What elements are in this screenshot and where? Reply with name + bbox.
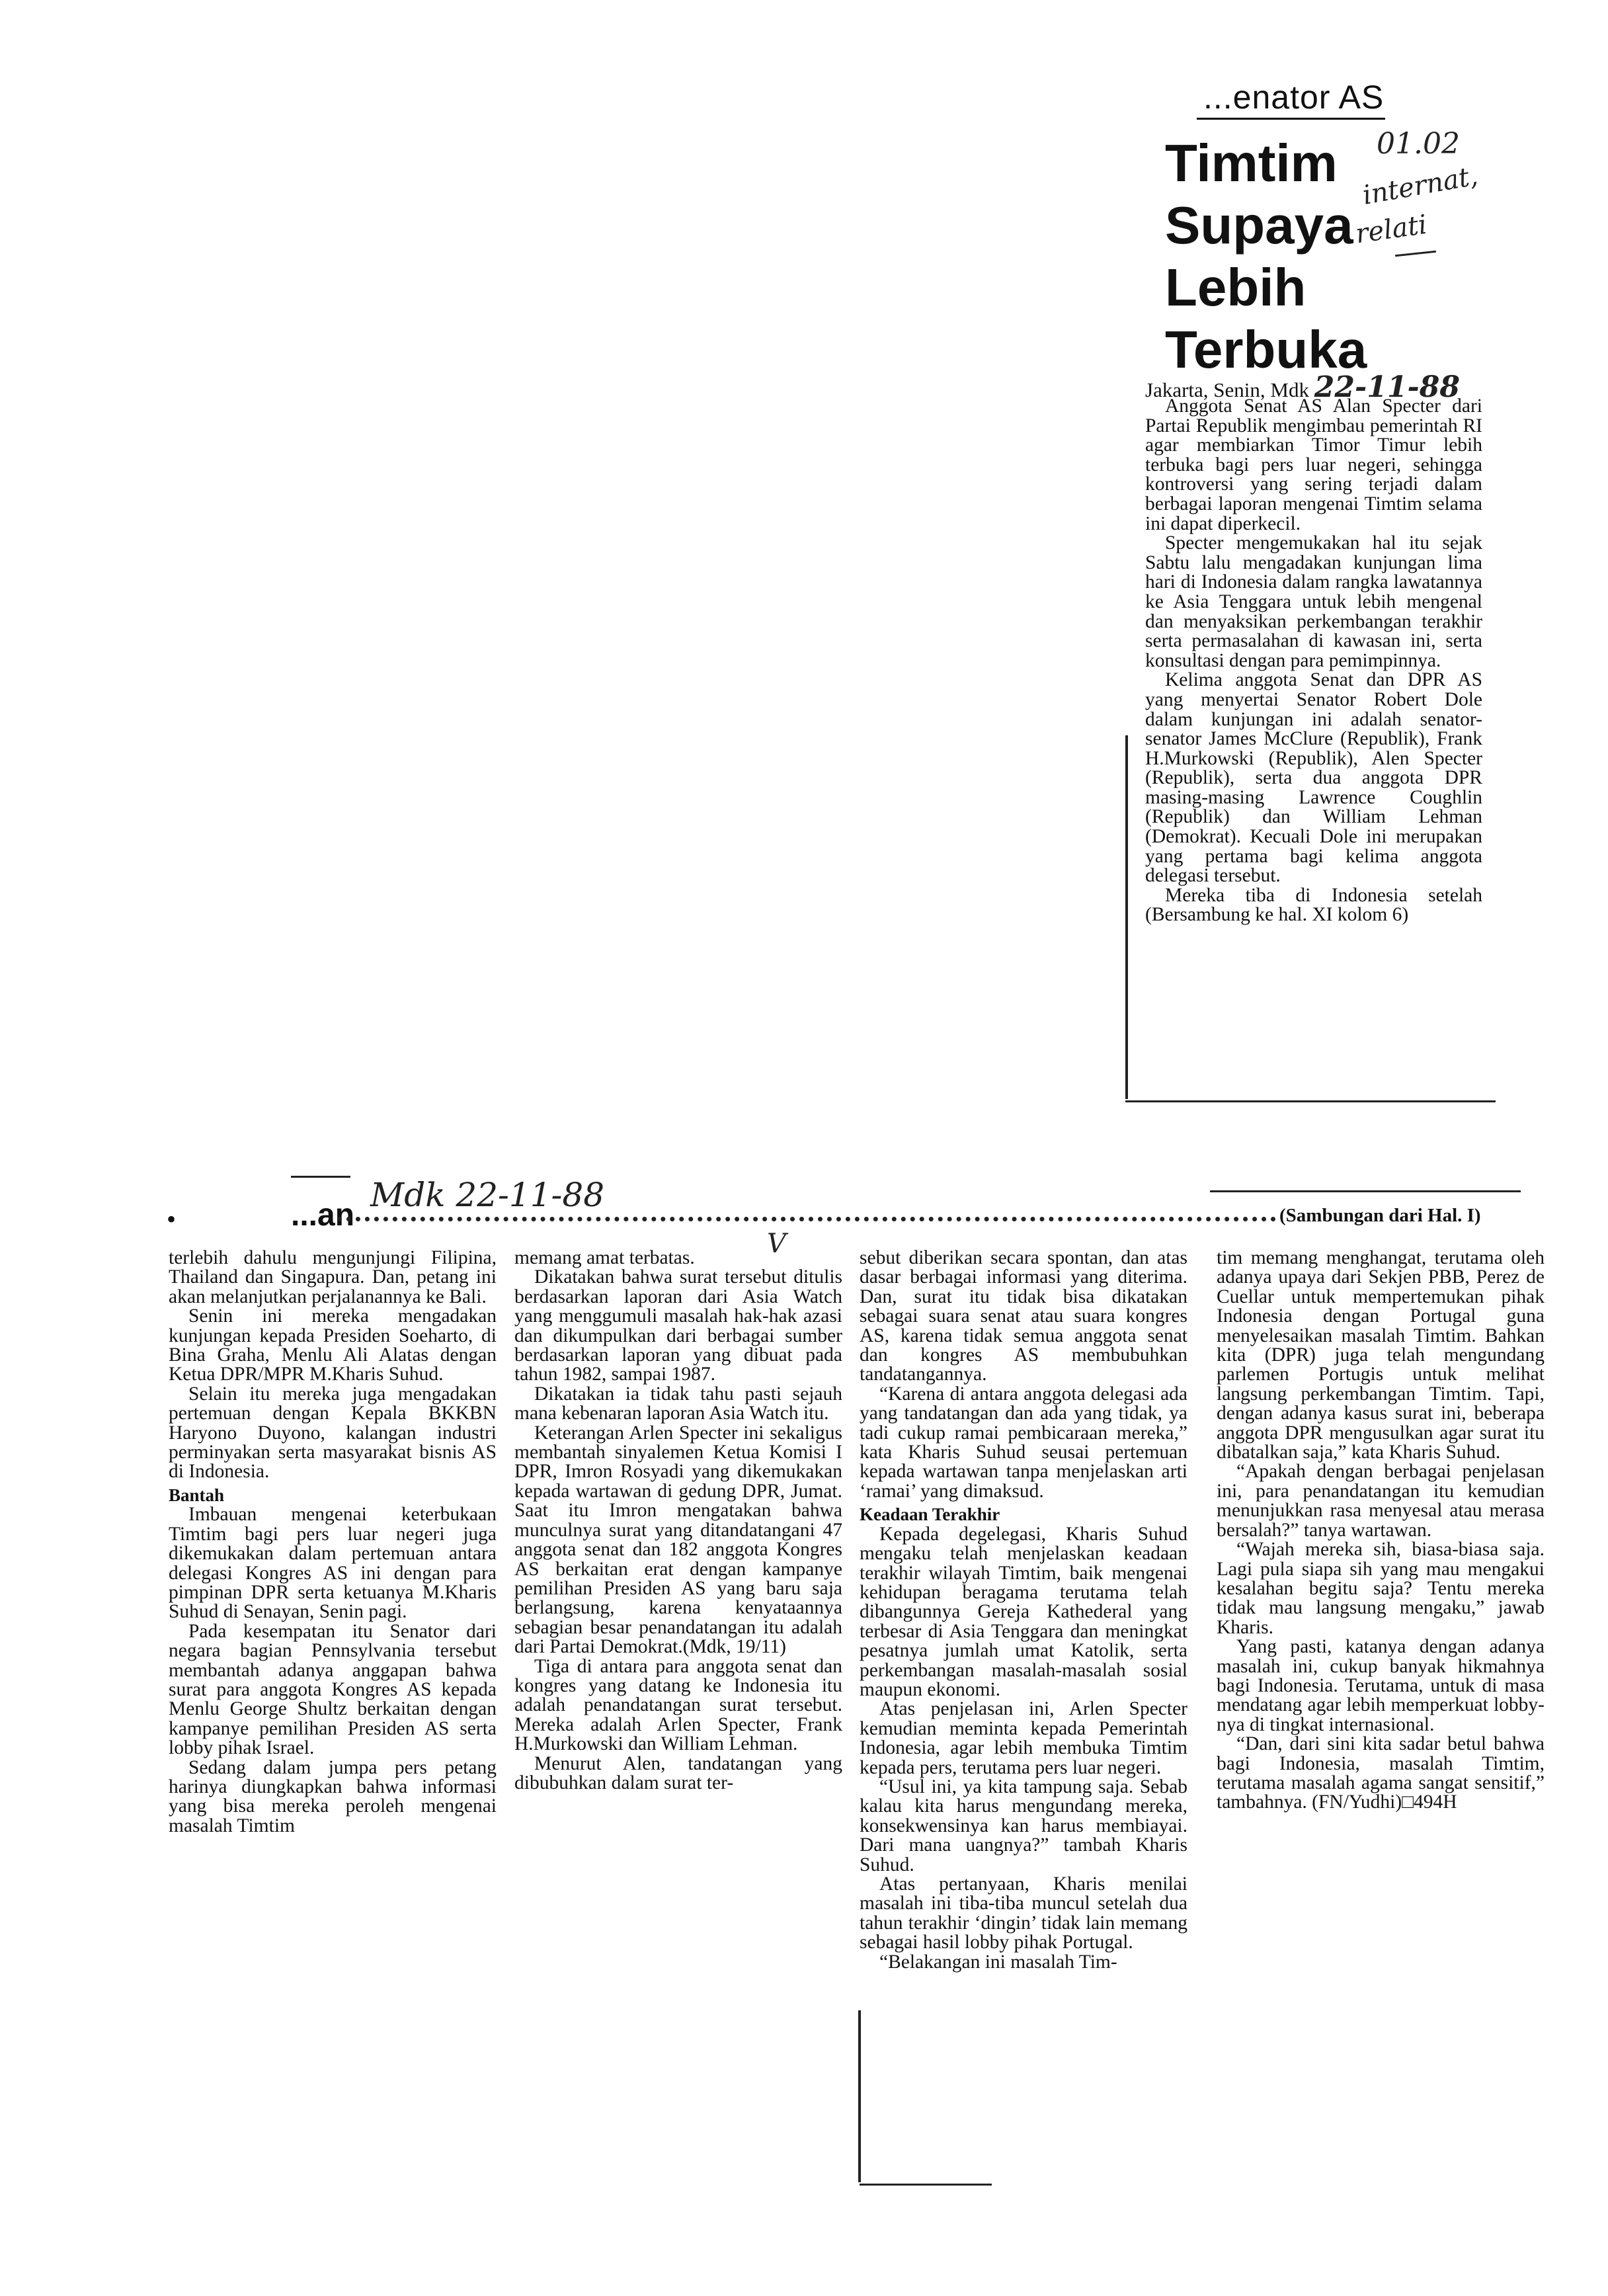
paragraph: terlebih dahulu mengunjungi Filipina, Thailand dan Singapura. Dan, petang ini akan melanjutkan perjalanannya ke Bali. — [169, 1247, 497, 1307]
paragraph: “Usul ini, ya kita tampung saja. Sebab kalau kita harus mengundang mereka, konsekwensinya kan harus membiayai. Dari mana uangnya?” tambah Kharis Suhud. — [860, 1776, 1187, 1875]
continuation-rule — [1210, 1190, 1521, 1192]
paragraph: Dikatakan ia tidak tahu pasti sejauh mana kebenaran laporan Asia Watch itu. — [514, 1383, 842, 1424]
continuation-handwritten-date: Mdk 22-11-88 — [370, 1176, 605, 1214]
column-1 — [169, 1249, 497, 1836]
paragraph: Mereka tiba di Indonesia setelah (Bersambung ke hal. XI kolom 6) — [1145, 884, 1482, 926]
paragraph: Atas pertanyaan, Kharis menilai masalah ini tiba-tiba muncul setelah dua tahun terakhir ‘dingin’ tidak lain memang sebagai hasil lobby pihak Portugal. — [860, 1873, 1187, 1953]
continuation-short-rule — [291, 1176, 350, 1178]
margin-bar — [1125, 735, 1128, 1099]
bullet-mark: • — [167, 1204, 177, 1234]
column-4 — [1217, 1249, 1545, 1813]
paragraph: Keterangan Arlen Specter ini sekaligus membantah sinyalemen Ketua Komisi I DPR, Imron Rosyadi yang dikemukakan kepada wartawan di gedung DPR, Jumat. Saat itu Imron mengatakan bahwa munculnya surat yang ditandatangani 47 anggota senat dan 182 anggota Kongres AS berkaitan erat dengan kampanye pemilihan Presiden AS yang baru saja berlangsung, karena kenyataannya sebagian besar penandatangan itu adalah dari Partai Demokrat.(Mdk, 19/11) — [514, 1422, 842, 1658]
paragraph: Specter mengemukakan hal itu sejak Sabtu lalu mengadakan kunjungan lima hari di Indonesia dalam rangka lawatannya ke Asia Tenggara untuk lebih mengenal dan menyaksikan perkembangan terakhir serta permasalahan di kawasan ini, serta konsultasi dengan para pemimpinnya. — [1145, 532, 1482, 671]
paragraph: Yang pasti, katanya dengan adanya masalah ini, cukup banyak hikmahnya bagi Indonesia. Terutama, untuk di masa mendatang agar lebih memperkuat lobby-nya di tingkat internasional. — [1217, 1636, 1545, 1735]
headline-line: Terbuka — [1165, 320, 1367, 379]
paragraph: Kepada degelegasi, Kharis Suhud mengaku telah menjelaskan keadaan terakhir wilayah Timtim, baik mengenai kehidupan beragama terutama telah dibangunnya Gereja Kathederal yang terbesar di Asia Tenggara dan meningkat pesatnya jumlah umat Katolik, serta perkembangan masalah-masalah sosial maupun ekonomi. — [860, 1523, 1187, 1700]
paragraph: Menurut Alen, tandatangan yang dibubuhkan dalam surat ter- — [514, 1752, 842, 1793]
paragraph: sebut diberikan secara spontan, dan atas dasar berbagai informasi yang diterima. Dan, surat itu tidak bisa dikatakan sebagai suara senat atau suara kongres AS, karena tidak semua anggota senat dan kongres AS membubuhkan tandatangannya. — [860, 1247, 1187, 1385]
paragraph: Sedang dalam jumpa pers petang harinya diungkapkan bahwa informasi yang bisa mereka peroleh mengenai masalah Timtim — [169, 1756, 497, 1836]
column-3 — [860, 1249, 1187, 1972]
paragraph: “Dan, dari sini kita sadar betul bahwa bagi Indonesia, masalah Timtim, terutama masalah agama sangat sensitif,” tambahnya. (FN/Yudhi)□494H — [1217, 1733, 1545, 1813]
article-kicker: ...enator AS — [1203, 79, 1385, 116]
paragraph: Imbauan mengenai keterbukaan Timtim bagi pers luar negeri juga dikemukakan dalam pertemuan antara delegasi Kongres AS ini dengan para pimpinan DPR serta ketuanya M.Kharis Suhud di Senayan, Senin pagi. — [169, 1504, 497, 1623]
paragraph: tim memang menghangat, terutama oleh adanya upaya dari Sekjen PBB, Perez de Cuellar untuk mempertemukan pihak Indonesia dengan Portugal guna menyelesaikan masalah Timtim. Bahkan kita (DPR) juga telah mengundang parlemen Portugis untuk melihat langsung perkembangan Timtim. Tapi, dengan adanya kasus surat ini, beberapa anggota DPR mengusulkan agar surat itu dibatalkan saja,” kata Kharis Suhud. — [1217, 1247, 1545, 1463]
handwritten-check-mark: V — [767, 1229, 786, 1259]
paragraph: Anggota Senat AS Alan Specter dari Partai Republik mengimbau pemerintah RI agar membiarkan Timor Timur lebih terbuka bagi pers luar negeri, sehingga kontroversi yang sering terjadi dalam berbagai laporan mengenai Timtim selama ini dapat diperkecil. — [1145, 395, 1482, 534]
paragraph: “Belakangan ini masalah Tim- — [879, 1951, 1117, 1973]
article-headline — [1165, 132, 1403, 381]
paragraph: “Apakah dengan berbagai penjelasan ini, para penandatangan itu kemudian menunjukkan rasa menyesal atau merasa bersalah?” tanya wartawan. — [1217, 1461, 1545, 1541]
paragraph: Atas penjelasan ini, Arlen Specter kemudian meminta kepada Pemerintah Indonesia, agar lebih membuka Timtim kepada pers, terutama pers luar negeri. — [860, 1698, 1187, 1778]
column-margin-bar — [858, 2010, 861, 2182]
continuation-fragment: ...an — [291, 1198, 355, 1233]
continuation-source: (Sambungan dari Hal. I) — [1279, 1205, 1481, 1226]
handwritten-annotation: internat, — [1360, 161, 1480, 211]
paragraph: Senin ini mereka mengadakan kunjungan kepada Presiden Soeharto, di Bina Graha, Menlu Ali Alatas dengan Ketua DPR/MPR M.Kharis Suhud. — [169, 1305, 497, 1385]
dateline-handwritten-date: 22-11-88 — [1314, 370, 1460, 404]
headline-line: Lebih — [1165, 258, 1306, 317]
column-end-rule — [860, 2184, 992, 2186]
paragraph: “Wajah mereka sih, biasa-biasa saja. Lagi pula siapa sih yang mau mengakui kesalahan begitu saja? Tentu mereka tidak mau langsung mengaku,” jawab Kharis. — [1217, 1539, 1545, 1638]
handwritten-annotation: 01.02 — [1377, 127, 1460, 161]
paragraph: “Karena di antara anggota delegasi ada yang tandatangan dan ada yang tidak, ya tadi cukup ramai pembicaraan mereka,” kata Kharis Suhud seusai pertemuan kepada wartawan tanpa menjelaskan arti ‘ramai’ yang dimaksud. — [860, 1383, 1187, 1502]
paragraph: Selain itu mereka juga mengadakan pertemuan dengan Kepala BKKBN Haryono Duyono, kalangan industri perminyakan serta masyarakat bisnis AS di Indonesia. — [169, 1383, 497, 1483]
paragraph: Pada kesempatan itu Senator dari negara bagian Pennsylvania tersebut membantah adanya anggapan bahwa surat para anggota Kongres AS kepada Menlu George Shultz berkaitan dengan kampanye pemilihan Presiden AS serta lobby pihak Israel. — [169, 1620, 497, 1759]
dateline-text: Jakarta, Senin, Mdk — [1145, 378, 1309, 401]
paragraph: Tiga di antara para anggota senat dan kongres yang datang ke Indonesia itu adalah penandatangan surat tersebut. Mereka adalah Arlen Specter, Frank H.Murkowski dan William Lehman. — [514, 1655, 842, 1755]
section-heading: Bantah — [169, 1485, 225, 1505]
section-heading: Keadaan Terakhir — [860, 1504, 1000, 1525]
paragraph: Kelima anggota Senat dan DPR AS yang menyertai Senator Robert Dole dalam kunjungan ini adalah senator-senator James McClure (Republik), Frank H.Murkowski (Republik), Alen Specter (Republik), serta dua anggota DPR masing-masing Lawrence Coughlin (Republik) dan William Lehman (Demokrat). Kecuali Dole ini merupakan yang pertama bagi kelima anggota delegasi tersebut. — [1145, 669, 1482, 887]
paragraph: Dikatakan bahwa surat tersebut ditulis berdasarkan laporan dari Asia Watch yang menggumuli masalah hak-hak azasi dan dikumpulkan dari berbagai sumber berdasarkan laporan yang dibuat pada tahun 1982, sampai 1987. — [514, 1266, 842, 1385]
article-end-rule — [1125, 1100, 1496, 1102]
dotted-leader — [337, 1204, 1276, 1221]
handwritten-annotation: relati — [1353, 209, 1429, 250]
headline-line: Supaya — [1165, 196, 1353, 255]
paragraph: memang amat terbatas. — [514, 1247, 695, 1268]
kicker-rule — [1197, 118, 1385, 120]
headline-line: Timtim — [1165, 134, 1338, 192]
article-body-top — [1145, 397, 1482, 925]
column-2 — [514, 1249, 842, 1793]
